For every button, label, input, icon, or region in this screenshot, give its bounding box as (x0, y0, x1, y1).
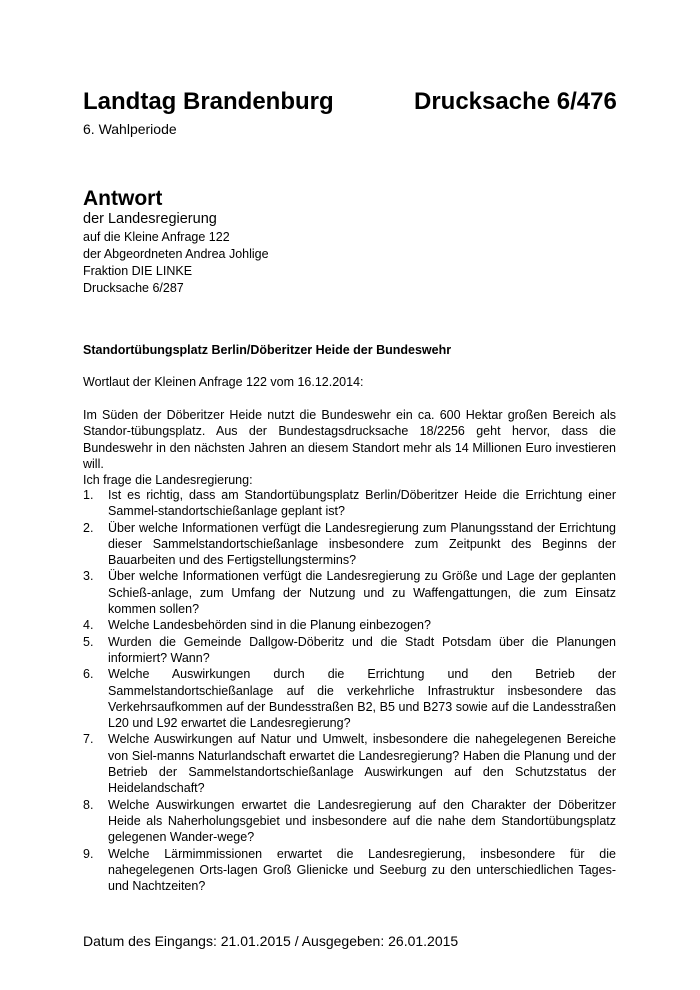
question-number: 3. (83, 569, 94, 584)
question-text: Welche Landesbehörden sind in die Planung einbezogen? (108, 618, 431, 633)
question-list (83, 487, 616, 894)
question-item (83, 520, 616, 569)
answer-heading: Antwort (83, 187, 163, 210)
meta-line: der Abgeordneten Andrea Johlige (83, 247, 269, 261)
document-number: Drucksache 6/476 (414, 88, 617, 115)
parliament-title: Landtag Brandenburg (83, 88, 334, 115)
legislative-period: 6. Wahlperiode (83, 121, 177, 137)
wortlaut-line: Wortlaut der Kleinen Anfrage 122 vom 16.12.2014: (83, 375, 364, 389)
question-text: Welche Auswirkungen auf Natur und Umwelt, insbesondere die nahegelegenen Bereiche von Siel-manns Naturlandschaft erwartet die Landesregierung? Haben die Planung und der Betrieb der Sammelstandortschießanlage Auswirkungen auf den Schutzstatus der Heidelandschaft? (108, 732, 616, 796)
question-number: 1. (83, 488, 94, 502)
meta-line: Fraktion DIE LINKE (83, 264, 193, 278)
question-item (83, 634, 616, 667)
question-item (83, 666, 616, 731)
receipt-date-footer: Datum des Eingangs: 21.01.2015 / Ausgegeben: 26.01.2015 (83, 933, 459, 949)
question-item (83, 846, 616, 895)
subject-heading: Standortübungsplatz Berlin/Döberitzer Heide der Bundeswehr (83, 343, 452, 357)
question-text: Über welche Informationen verfügt die Landesregierung zum Planungsstand der Errichtung dieser Sammelstandortschießanlage insbesondere zum Zeitpunkt des Beginns der Bauarbeiten und des Fertigstellungstermins? (108, 520, 616, 568)
question-item (83, 568, 616, 617)
question-item (83, 487, 616, 520)
question-text: Welche Auswirkungen durch die Errichtung und den Betrieb der Sammelstandortschießanlage auf die verkehrliche Infrastruktur insbesondere das Verkehrsaufkommen auf der Bundesstraßen B2, B5 und B273 sowie auf die Landesstraßen L20 und L92 erwartet die Landesregierung? (108, 667, 616, 731)
intro-ask: Ich frage die Landesregierung: (83, 473, 253, 488)
question-text: Welche Auswirkungen erwartet die Landesregierung auf den Charakter der Döberitzer Heide als Naherholungsgebiet und insbesondere auf die nahe dem Standortübungsplatz gelegenen Wander-wege? (108, 797, 616, 845)
question-item (83, 617, 616, 633)
question-number: 9. (83, 846, 94, 861)
question-text: Wurden die Gemeinde Dallgow-Döberitz und die Stadt Potsdam über die Planungen informiert? Wann? (108, 634, 616, 665)
answer-meta (83, 229, 269, 297)
question-text: Über welche Informationen verfügt die Landesregierung zu Größe und Lage der geplanten Schieß-anlage, zum Umfang der Nutzung und zu Waffengattungen, die zum Einsatz kommen sollen? (108, 569, 616, 617)
question-number: 2. (83, 520, 94, 535)
meta-line: Drucksache 6/287 (83, 281, 184, 295)
question-text: Welche Lärmimmissionen erwartet die Landesregierung, insbesondere für die nahegelegenen Orts-lagen Groß Glienicke und Seeburg zu den unterschiedlichen Tages- und Nachtzeiten? (108, 846, 616, 894)
question-number: 8. (83, 797, 94, 812)
intro-paragraph: Im Süden der Döberitzer Heide nutzt die Bundeswehr ein ca. 600 Hektar großen Bereich als Standor-tübungsplatz. Aus der Bundestagsdrucksache 18/2256 geht hervor, dass die Bundeswehr in den nächsten Jahren an diesem Standort mehr als 14 Millionen Euro investieren will. (83, 408, 616, 471)
answer-government: der Landesregierung (83, 211, 217, 227)
question-item (83, 797, 616, 846)
question-number: 7. (83, 732, 94, 747)
question-number: 6. (83, 667, 94, 682)
question-number: 5. (83, 634, 94, 649)
question-item (83, 731, 616, 796)
intro-text (83, 407, 616, 488)
question-number: 4. (83, 618, 94, 633)
meta-line: auf die Kleine Anfrage 122 (83, 230, 230, 244)
question-text: Ist es richtig, dass am Standortübungsplatz Berlin/Döberitzer Heide die Errichtung einer Sammel-standortschießanlage geplant ist? (108, 488, 616, 519)
